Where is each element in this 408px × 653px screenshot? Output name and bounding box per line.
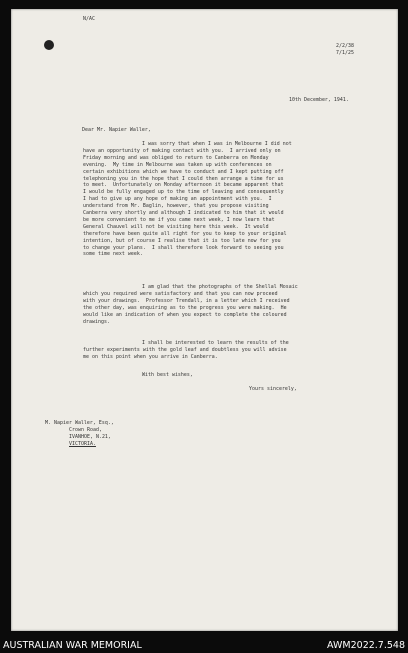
letter-date: 10th December, 1941. [289, 97, 349, 103]
letter-line: to meet. Unfortunately on Monday afternoon it became apparent that [83, 182, 284, 189]
letter-line: me on this point when you arrive in Canberra. [83, 353, 218, 360]
letter-line: would like an indication of when you expect to complete the coloured [83, 311, 287, 318]
letter-line: I was sorry that when I was in Melbourne I did not [142, 141, 292, 147]
reference-code: N/AC [83, 16, 95, 22]
closing-wishes: With best wishes, [142, 372, 193, 378]
address-line-3: IVANHOE, N.21, [69, 434, 111, 440]
letter-line: intention, but of course I realise that it is too late now for you [83, 237, 281, 244]
footer-accession: AWM2022.7.548 [327, 640, 405, 651]
letter-line: I had to give up any hope of making an appointment with you. I [83, 196, 272, 203]
file-ref-1: 2/2/38 [336, 43, 354, 49]
punch-hole [44, 40, 54, 50]
footer-institution: AUSTRALIAN WAR MEMORIAL [3, 640, 142, 651]
letter-line: I shall be interested to learn the results of the [142, 340, 289, 346]
address-line-4: VICTORIA. [69, 441, 96, 447]
letter-line: telephoning you in the hope that I could then arrange a time for us [83, 175, 284, 182]
salutation: Dear Mr. Napier Waller, [82, 127, 151, 133]
letter-line: I am glad that the photographs of the Shellal Mosaic [142, 284, 298, 290]
letter-line: General Chauvel will not be visiting here this week. It would [83, 223, 269, 230]
address-line-1: M. Napier Waller, Esq., [45, 420, 114, 426]
letter-line: some time next week. [83, 251, 143, 258]
letter-line: have an opportunity of making contact with you. I arrived only on [83, 147, 281, 154]
letter-line: Friday morning and was obliged to return to Canberra on Monday [83, 154, 269, 161]
letter-line: with your drawings. Professor Trendall, in a letter which I received [83, 297, 290, 304]
letter-line: Canberra very shortly and although I indicated to him that it would [83, 210, 284, 216]
letter-line: drawings. [83, 318, 110, 325]
letter-line: the other day, was enquiring as to the progress you were making. He [83, 304, 287, 311]
file-ref-2: 7/1/25 [336, 50, 354, 56]
letter-line: certain exhibitions which we have to conduct and I kept putting off [83, 168, 284, 175]
letter-line: understand from Mr. Baglin, however, that you propose visiting [83, 203, 269, 210]
closing-signoff: Yours sincerely, [249, 386, 297, 392]
letter-line: which you required were satisfactory and that you can now proceed [83, 290, 278, 297]
address-line-2: Crown Road, [69, 427, 102, 433]
letter-line: to change your plans. I shall therefore look forward to seeing you [83, 244, 284, 251]
footer-bar [0, 638, 408, 653]
letter-line: I would be fully engaged up to the time of leaving and consequently [83, 189, 284, 196]
letter-line: further experiments with the gold leaf and doubtless you will advise [83, 346, 287, 353]
letter-line: evening. My time in Melbourne was taken up with conferences on [83, 161, 272, 168]
letter-line: be more convenient to me if you came next week, I now learn that [83, 216, 275, 223]
letter-line: therefore have been quite all right for you to keep to your original [83, 230, 287, 237]
